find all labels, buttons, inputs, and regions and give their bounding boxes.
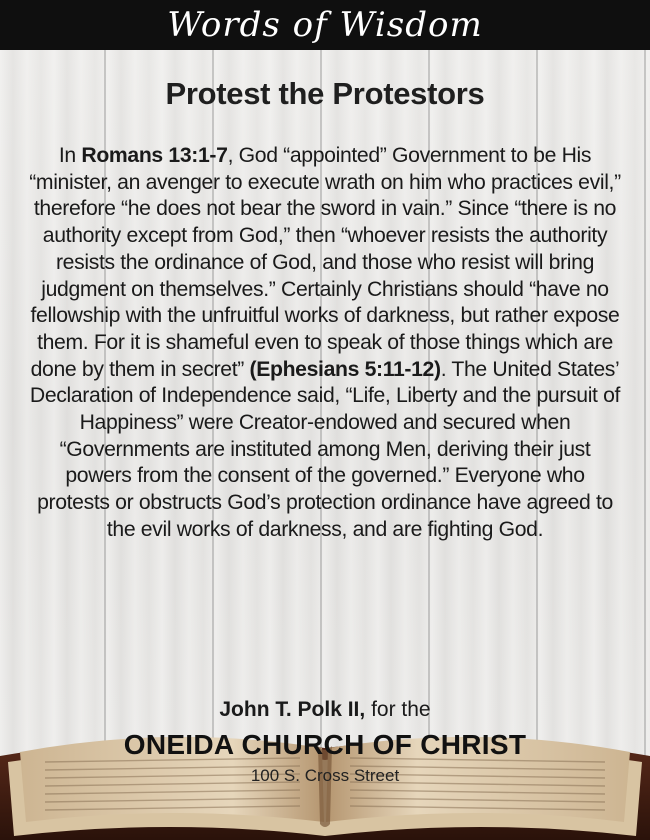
- scripture-reference: Romans 13:1-7: [81, 144, 228, 167]
- article-title: Protest the Protestors: [165, 76, 485, 111]
- church-name: ONEIDA CHURCH OF CHRIST: [123, 729, 527, 760]
- author-line: [0, 698, 650, 722]
- banner-title: Words of Wisdom: [167, 5, 483, 45]
- header-banner: [0, 0, 650, 50]
- church-address: 100 S. Cross Street: [250, 766, 400, 785]
- body-text-part: . The United States’ Declaration of Independence said, “Life, Liberty and the pursuit of Happiness” were Creator-endowed and secured when “Governments are instituted among Men, deriving their just powers from the consent of the governed.” Everyone who protests or obstructs God’s protection ordinance have agreed to the evil works of darkness, and are fighting God.: [29, 357, 621, 541]
- scripture-reference: (Ephesians 5:11-12): [249, 357, 441, 381]
- body-text-part: In: [58, 144, 82, 167]
- body-text-part: , God “appointed” Government to be His “minister, an avenger to execute wrath on him who practices evil,” therefore “he does not bear the sword in vain.” Since “there is no authority except from God,” then “whoever resists the authority resists the ordinance of God, and those who resist will bring judgment on themselves.” Certainly Christians should “have no fellowship with the unfruitful works of darkness, but rather expose them. For it is shameful even to speak of those things which are done by them in secret”: [29, 144, 621, 381]
- author-name: John T. Polk II,: [219, 698, 366, 721]
- author-suffix: for the: [365, 698, 431, 721]
- article-body: [28, 143, 622, 544]
